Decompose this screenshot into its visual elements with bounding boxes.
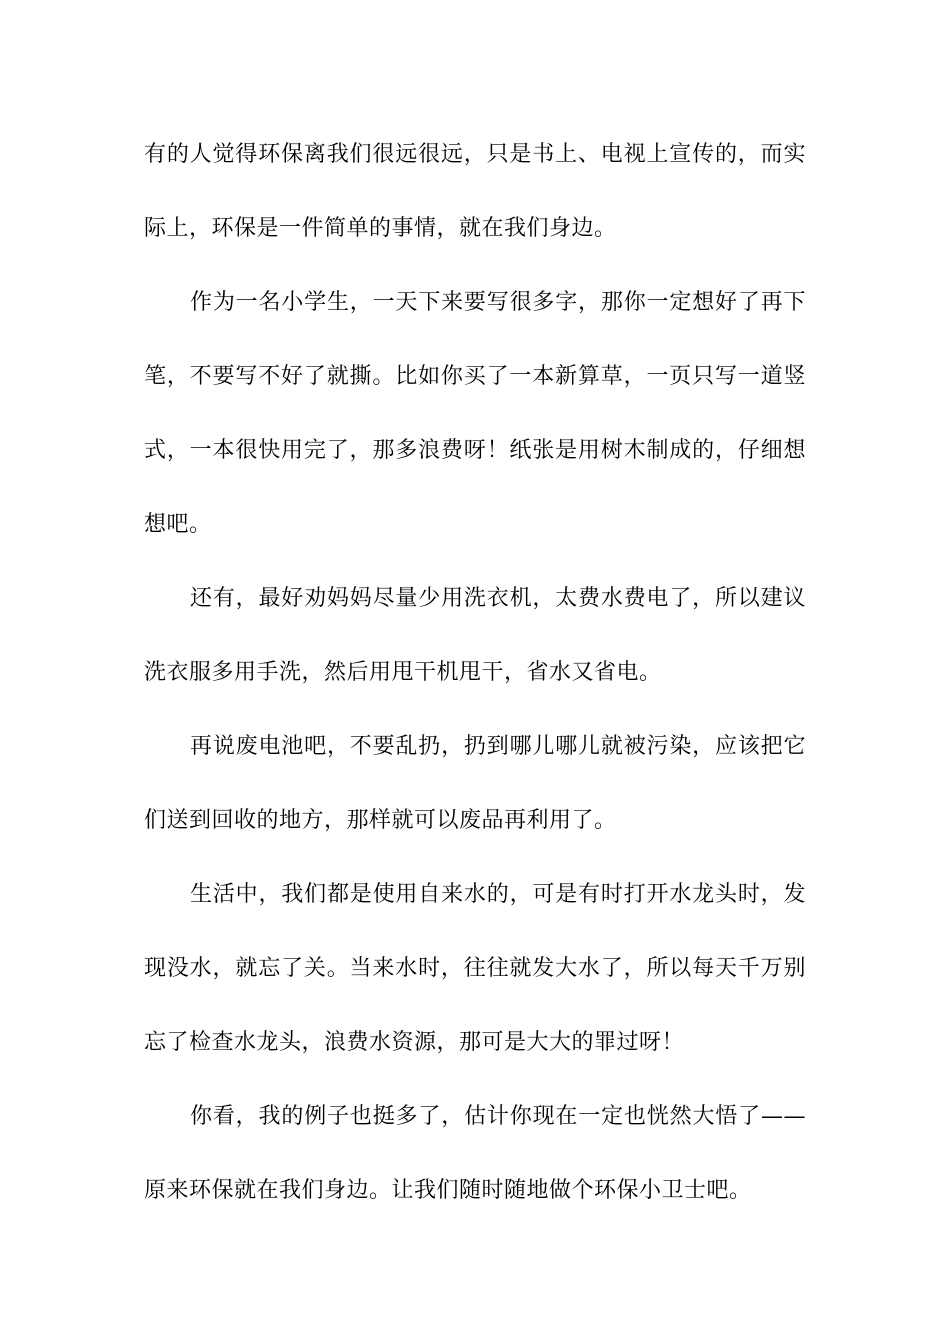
paragraph-5: 生活中，我们都是使用自来水的，可是有时打开水龙头时，发现没水，就忘了关。当来水时，往往就发大水了，所以每天千万别忘了检查水龙头，浪费水资源，那可是大大的罪过呀！ — [144, 882, 806, 1055]
paragraph-4: 再说废电池吧，不要乱扔，扔到哪儿哪儿就被污染，应该把它们送到回收的地方，那样就可以废品再利用了。 — [144, 734, 806, 833]
paragraph-1: 有的人觉得环保离我们很远很远，只是书上、电视上宣传的，而实际上，环保是一件简单的事情，就在我们身边。 — [144, 142, 806, 241]
paragraph-2: 作为一名小学生，一天下来要写很多字，那你一定想好了再下笔，不要写不好了就撕。比如你买了一本新算草，一页只写一道竖式，一本很快用完了，那多浪费呀！纸张是用树木制成的，仔细想想吧。 — [144, 290, 806, 537]
document-body — [144, 118, 806, 1228]
paragraph-3: 还有，最好劝妈妈尽量少用洗衣机，太费水费电了，所以建议洗衣服多用手洗，然后用甩干机甩干，省水又省电。 — [144, 586, 806, 685]
paragraph-6: 你看，我的例子也挺多了，估计你现在一定也恍然大悟了——原来环保就在我们身边。让我们随时随地做个环保小卫士吧。 — [144, 1104, 806, 1203]
